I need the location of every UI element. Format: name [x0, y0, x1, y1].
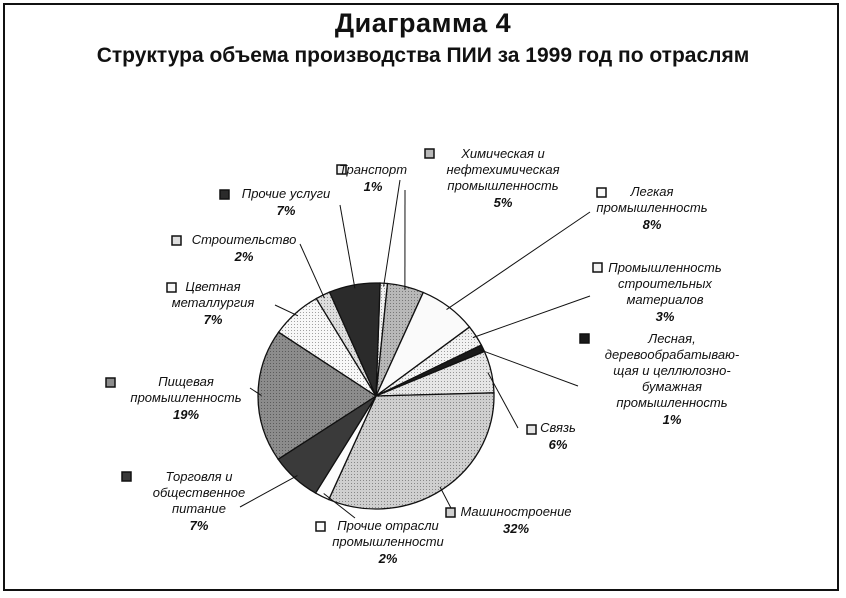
slice-label-line: деревообрабатываю-: [604, 347, 740, 362]
slice-label: [446, 146, 559, 210]
slice-label: [540, 420, 576, 452]
legend-swatch: [527, 425, 536, 434]
slice-label-line: промышленность: [616, 395, 728, 410]
slice-label: [130, 374, 241, 422]
slice-label-line: Легкая: [630, 184, 674, 199]
slice-label-line: Транспорт: [338, 162, 408, 177]
slice-percent: 19%: [172, 407, 200, 422]
slice-percent: 8%: [642, 217, 662, 232]
slice-label: [596, 184, 707, 232]
slice-label-line: Прочие услуги: [241, 186, 331, 201]
legend-swatch: [172, 236, 181, 245]
slice-percent: 7%: [276, 203, 296, 218]
slice-label-line: промышленность: [596, 200, 708, 215]
slice-percent: 3%: [655, 309, 675, 324]
slice-label: [339, 162, 407, 194]
slice-percent: 7%: [189, 518, 209, 533]
slice-label-line: Машиностроение: [460, 504, 572, 519]
slice-label-line: Лесная,: [648, 331, 696, 346]
slice-label-line: бумажная: [642, 379, 702, 394]
slice-percent: 32%: [502, 521, 530, 536]
legend-swatch: [167, 283, 176, 292]
slice-label-line: Торговля и: [165, 469, 233, 484]
leader-line: [447, 212, 591, 310]
legend-swatch: [220, 190, 229, 199]
slice-label: [460, 504, 571, 536]
slice-label-line: Строительство: [191, 232, 297, 247]
slice-label-line: Прочие отрасли: [337, 518, 439, 533]
legend-swatch: [106, 378, 115, 387]
chart-subtitle: Структура объема производства ПИИ за 1999 год по отраслям: [96, 44, 750, 67]
slice-label: [172, 279, 255, 327]
leader-line: [473, 296, 590, 338]
legend-swatch: [122, 472, 131, 481]
chart-title: Диаграмма 4: [334, 8, 512, 38]
slice-percent: 1%: [662, 412, 682, 427]
slice-percent: 6%: [548, 437, 568, 452]
slice-label-line: промышленность: [447, 178, 559, 193]
legend-swatch: [446, 508, 455, 517]
slice-percent: 7%: [203, 312, 223, 327]
slice-label-line: металлургия: [171, 295, 255, 310]
slice-label-line: общественное: [152, 485, 246, 500]
slice-label: [242, 186, 330, 218]
slice-label-line: промышленности: [332, 534, 444, 549]
leader-line: [440, 487, 452, 510]
slice-label-line: Промышленность: [608, 260, 722, 275]
slice-percent: 5%: [493, 195, 513, 210]
legend-swatch: [425, 149, 434, 158]
slice-label-line: Цветная: [185, 279, 241, 294]
slice-label: [608, 260, 722, 324]
leader-line: [384, 180, 400, 287]
slice-label-line: промышленность: [130, 390, 242, 405]
legend-swatch: [316, 522, 325, 531]
leader-line: [480, 350, 578, 386]
slice-label-line: питание: [172, 501, 226, 516]
slice-percent: 2%: [378, 551, 398, 566]
slice-label-line: щая и целлюлозно-: [613, 363, 731, 378]
slice-label-line: нефтехимическая: [446, 162, 560, 177]
leader-line: [275, 305, 298, 316]
legend-swatch: [593, 263, 602, 272]
legend-swatch: [597, 188, 606, 197]
slice-label: [332, 518, 444, 566]
slice-label-line: Пищевая: [158, 374, 214, 389]
slice-label: [605, 331, 740, 427]
slice-label: [153, 469, 246, 533]
slice-percent: 2%: [234, 249, 254, 264]
slice-label-line: строительных: [618, 276, 712, 291]
leader-line: [240, 476, 297, 507]
slice-label-line: Связь: [540, 420, 576, 435]
slice-label-line: материалов: [626, 292, 704, 307]
leader-line: [340, 205, 355, 288]
slice-label: [192, 232, 297, 264]
leader-line: [300, 244, 324, 298]
slice-label-line: Химическая и: [461, 146, 545, 161]
legend-swatch: [580, 334, 589, 343]
slice-percent: 1%: [363, 179, 383, 194]
